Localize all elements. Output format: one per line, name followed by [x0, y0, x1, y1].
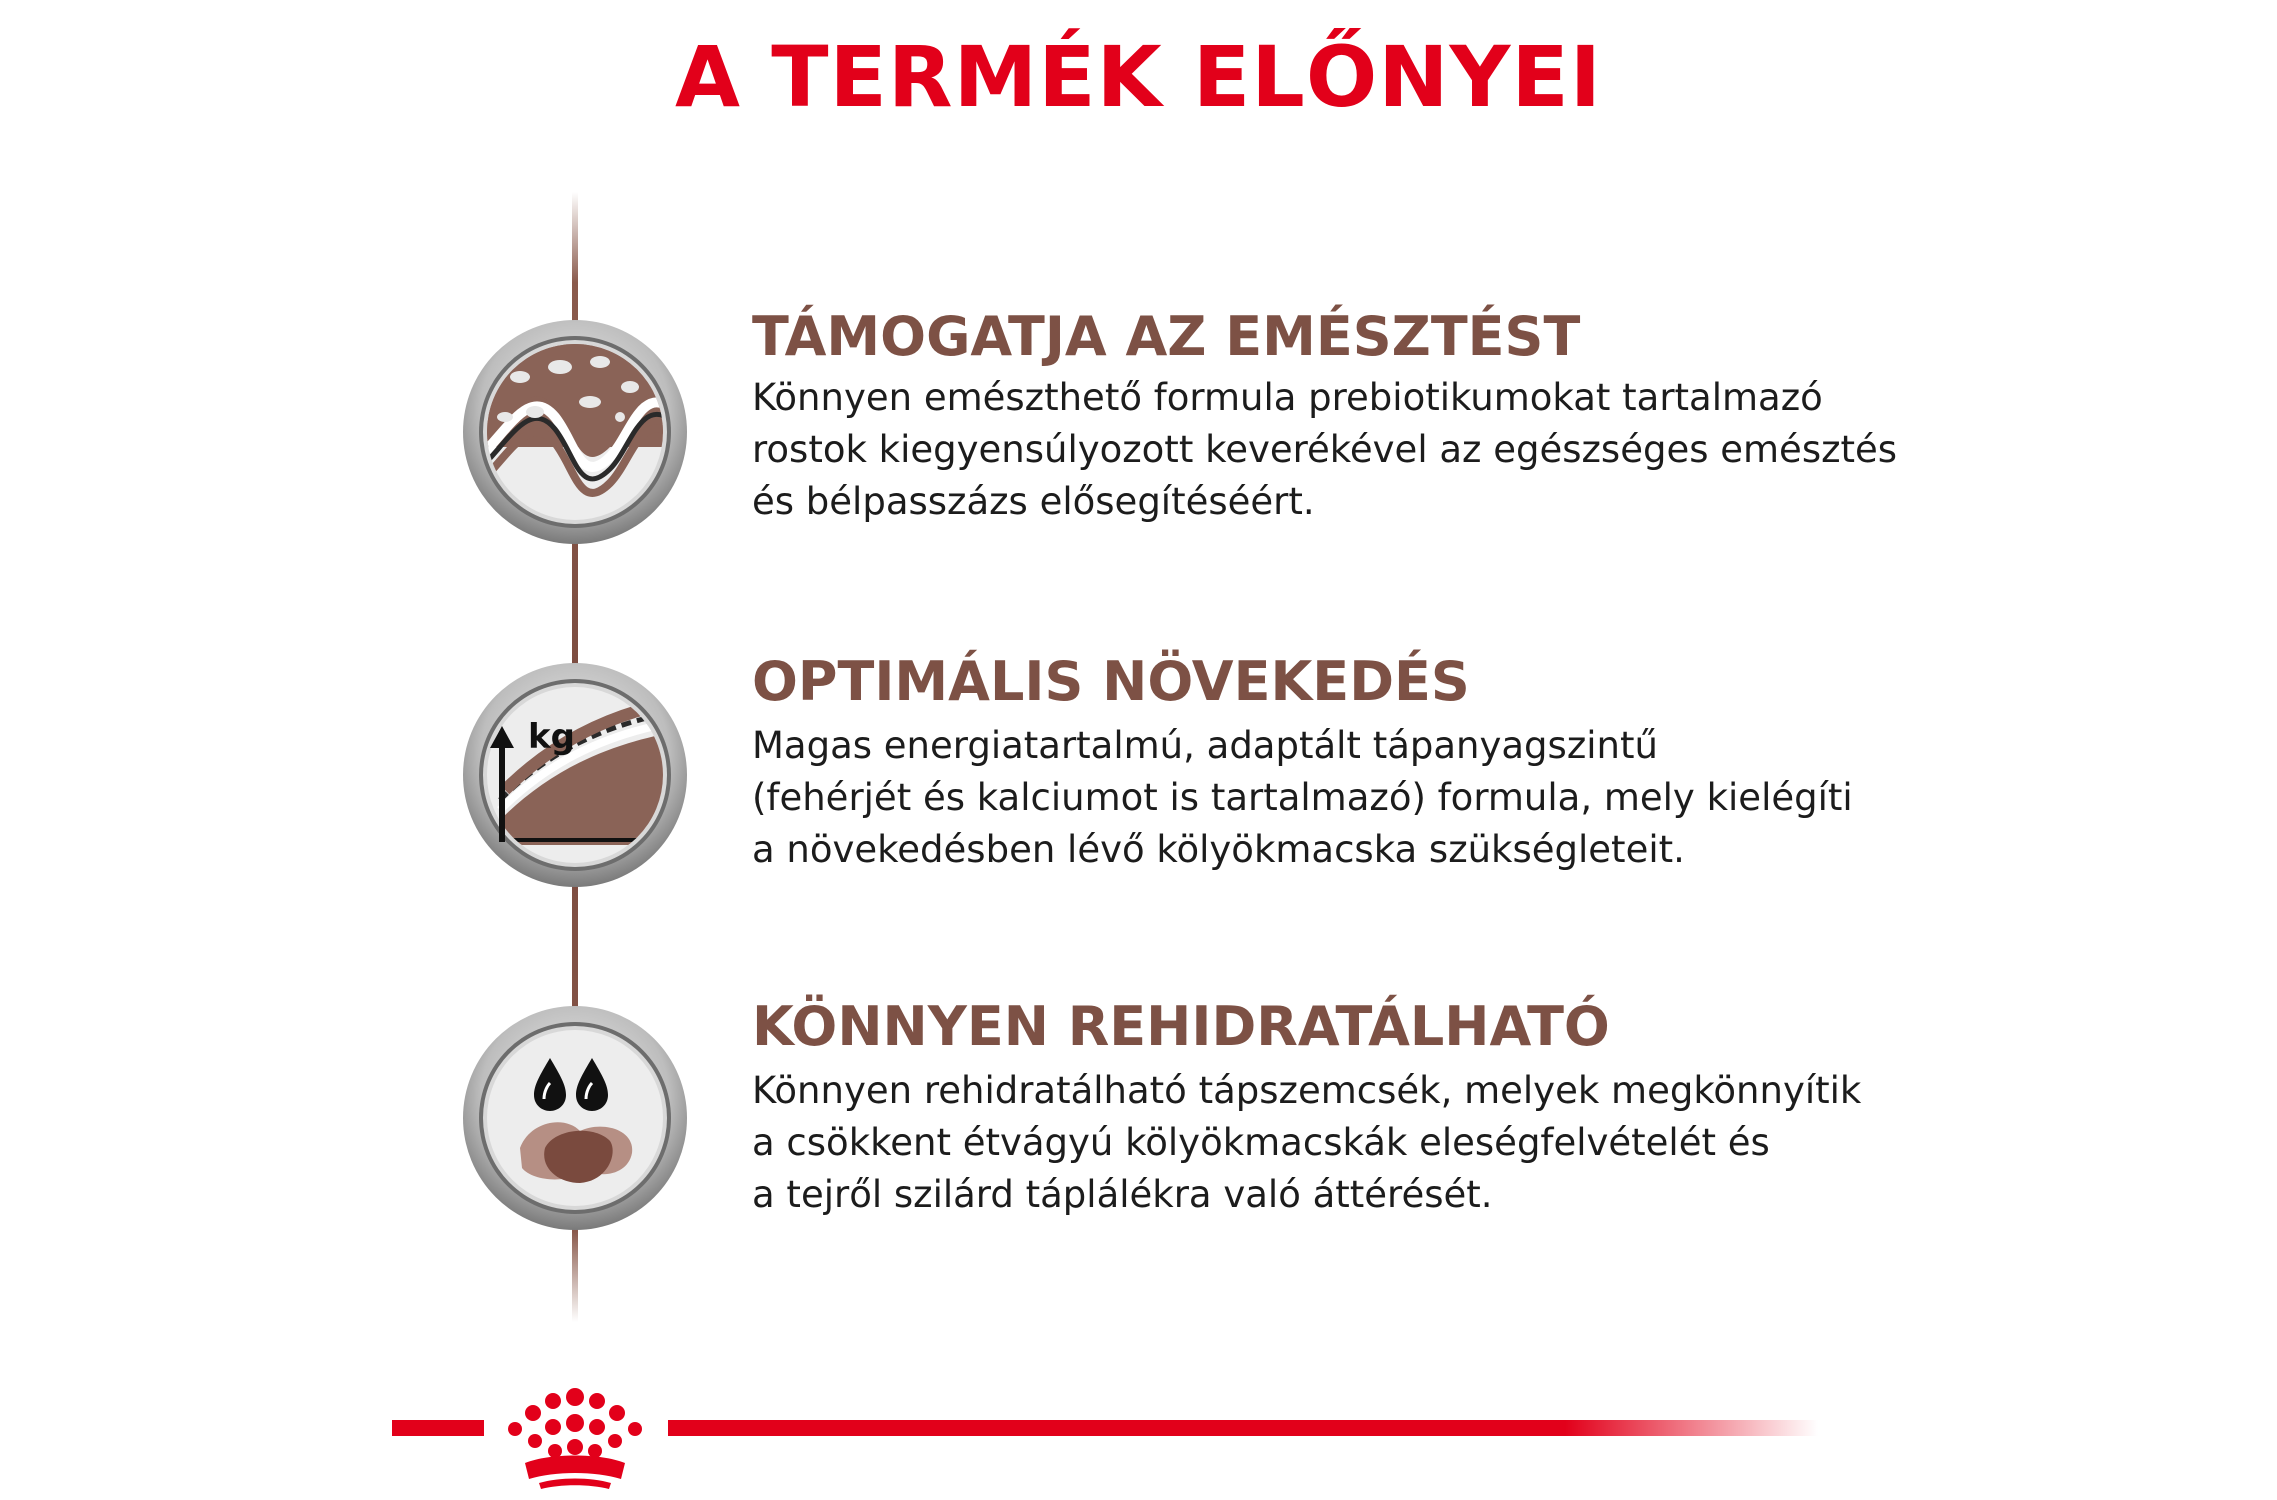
- benefit-text-line: a növekedésben lévő kölyökmacska szükségleteit.: [752, 828, 1685, 871]
- benefit-text-line: rostok kiegyensúlyozott keverékével az egészséges emésztés: [752, 428, 1898, 471]
- page-title: A TERMÉK ELŐNYEI: [675, 28, 1602, 126]
- benefit-text-line: (fehérjét és kalciumot is tartalmazó) formula, mely kielégíti: [752, 776, 1853, 819]
- growth-icon: [460, 660, 690, 890]
- benefit-text-growth: [752, 720, 1932, 876]
- footer-bar-left: [392, 1420, 484, 1436]
- benefit-text-line: Könnyen emészthető formula prebiotikumokat tartalmazó: [752, 376, 1823, 419]
- benefit-title-digestion: TÁMOGATJA AZ EMÉSZTÉST: [752, 305, 1581, 368]
- benefit-text-line: a csökkent étvágyú kölyökmacskák eleségfelvételét és: [752, 1121, 1770, 1164]
- benefit-title-growth: OPTIMÁLIS NÖVEKEDÉS: [752, 650, 1470, 713]
- growth-icon-label: kg: [528, 717, 575, 757]
- benefit-text-digestion: [752, 372, 1932, 528]
- benefit-text-rehydration: [752, 1065, 1932, 1221]
- footer-bar-right: [668, 1420, 1818, 1436]
- benefit-text-line: a tejről szilárd táplálékra való áttérését.: [752, 1173, 1493, 1216]
- royal-canin-crown-icon: [495, 1385, 655, 1493]
- digestion-icon: [460, 317, 690, 547]
- benefit-text-line: Magas energiatartalmú, adaptált tápanyagszintű: [752, 724, 1658, 767]
- benefit-text-line: Könnyen rehidratálható tápszemcsék, melyek megkönnyítik: [752, 1069, 1862, 1112]
- benefit-text-line: és bélpasszázs elősegítéséért.: [752, 480, 1315, 523]
- rehydration-icon: [460, 1003, 690, 1233]
- benefit-title-rehydration: KÖNNYEN REHIDRATÁLHATÓ: [752, 995, 1610, 1058]
